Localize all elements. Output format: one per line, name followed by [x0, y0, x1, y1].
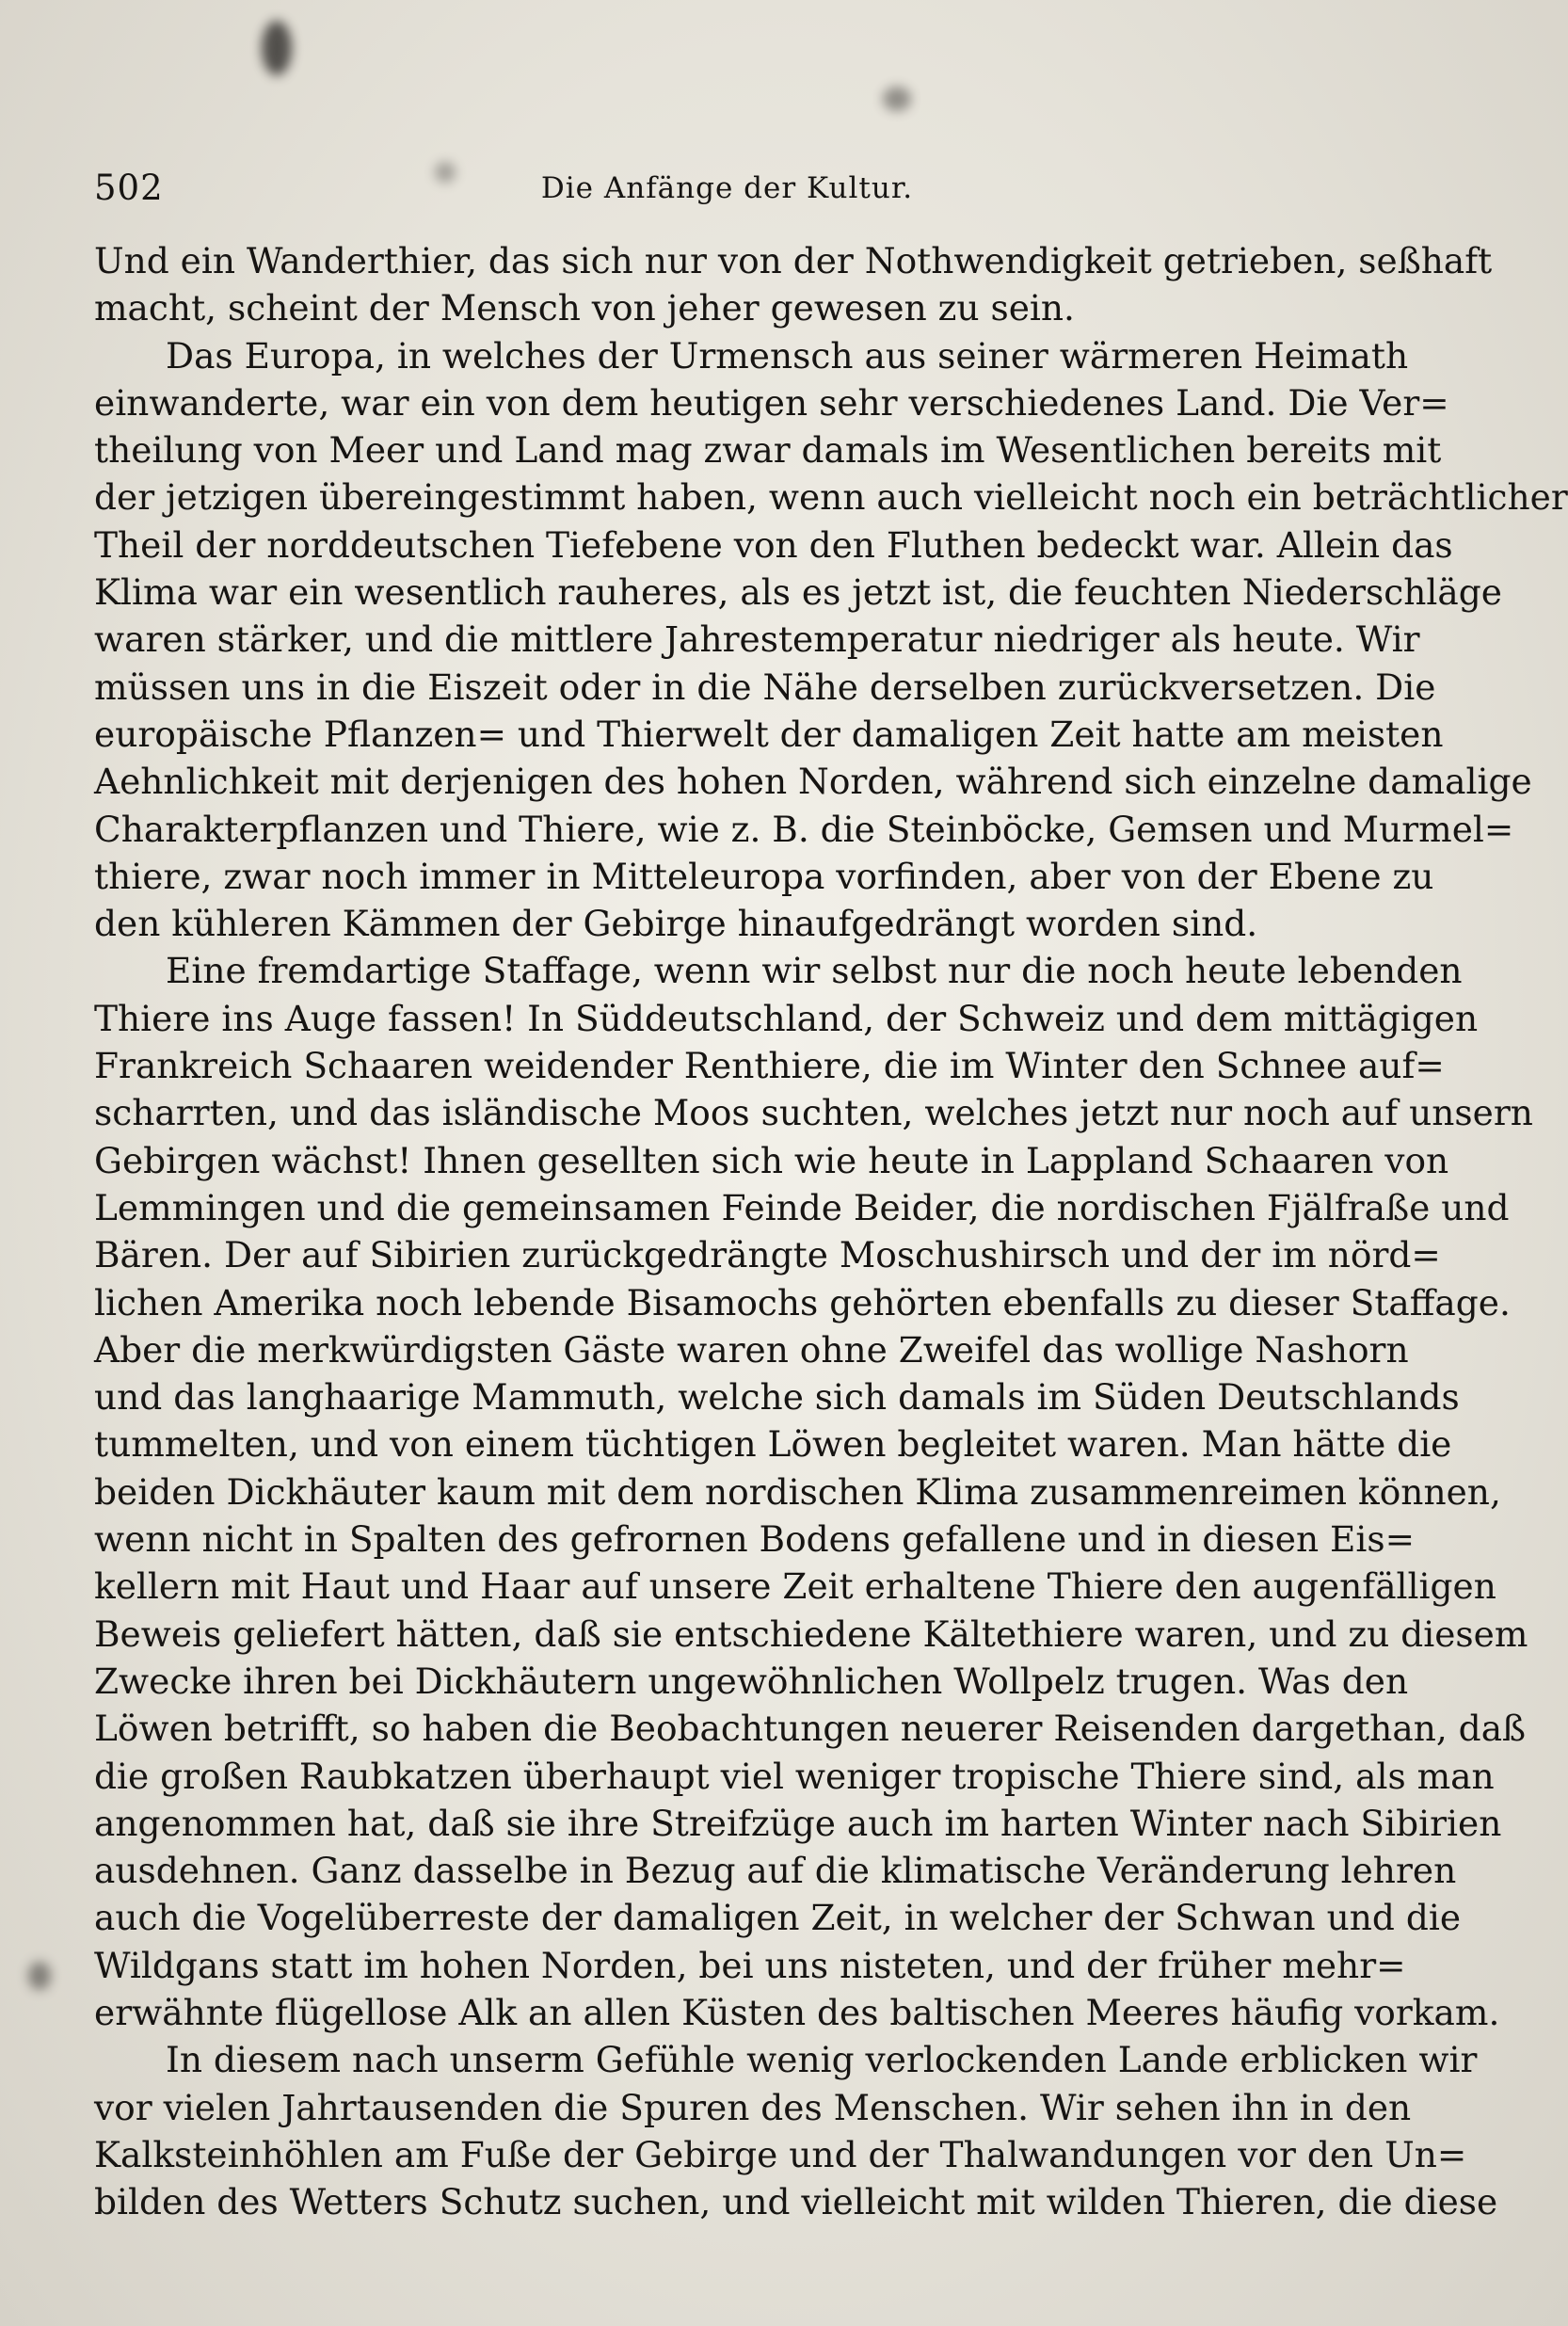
- text-line: Das Europa, in welches der Urmensch aus seiner wärmeren Heimath: [166, 334, 1409, 377]
- text-line: Klima war ein wesentlich rauheres, als es jetzt ist, die feuchten Niederschläge: [94, 571, 1502, 614]
- text-line: Gebirgen wächst! Ihnen gesellten sich wie heute in Lappland Schaaren von: [94, 1139, 1449, 1181]
- text-line: thiere, zwar noch immer in Mitteleuropa vorfinden, aber von der Ebene zu: [94, 855, 1434, 897]
- text-line: Zwecke ihren bei Dickhäutern ungewöhnlichen Wollpelz trugen. Was den: [94, 1660, 1409, 1702]
- page-number: 502: [94, 168, 164, 208]
- text-line: Thiere ins Auge fassen! In Süddeutschland, der Schweiz und dem mittägigen: [94, 997, 1479, 1039]
- text-line: auch die Vogelüberreste der damaligen Zeit, in welcher der Schwan und die: [94, 1897, 1462, 1939]
- text-line: In diesem nach unserm Gefühle wenig verlockenden Lande erblicken wir: [166, 2039, 1478, 2081]
- text-line: Löwen betrifft, so haben die Beobachtungen neuerer Reisenden dargethan, daß: [94, 1708, 1527, 1750]
- running-head: Die Anfänge der Kultur.: [540, 171, 914, 205]
- text-line: der jetzigen übereingestimmt haben, wenn auch vielleicht noch ein beträchtlicher: [94, 476, 1568, 519]
- text-line: Wildgans statt im hohen Norden, bei uns nisteten, und der früher mehr=: [94, 1944, 1406, 1986]
- text-line: Theil der norddeutschen Tiefebene von den Fluthen bedeckt war. Allein das: [94, 523, 1453, 566]
- text-line: die großen Raubkatzen überhaupt viel weniger tropische Thiere sind, als man: [94, 1755, 1495, 1797]
- text-line: wenn nicht in Spalten des gefrornen Bodens gefallene und in diesen Eis=: [94, 1518, 1416, 1561]
- text-line: lichen Amerika noch lebende Bisamochs gehörten ebenfalls zu dieser Staffage.: [94, 1281, 1511, 1323]
- text-line: kellern mit Haut und Haar auf unsere Zeit erhaltene Thiere den augenfälligen: [94, 1565, 1496, 1608]
- text-line: angenommen hat, daß sie ihre Streifzüge auch im harten Winter nach Sibirien: [94, 1802, 1502, 1844]
- text-line: Eine fremdartige Staffage, wenn wir selbst nur die noch heute lebenden: [166, 950, 1463, 992]
- text-line: bilden des Wetters Schutz suchen, und vielleicht mit wilden Thieren, die diese: [94, 2181, 1498, 2223]
- ink-blot: [883, 87, 911, 111]
- text-line: Und ein Wanderthier, das sich nur von der Nothwendigkeit getrieben, seßhaft: [94, 240, 1493, 281]
- ink-blot: [262, 21, 292, 75]
- text-line: Lemmingen und die gemeinsamen Feinde Beider, die nordischen Fjälfraße und: [94, 1186, 1510, 1228]
- text-line: beiden Dickhäuter kaum mit dem nordischen Klima zusammenreimen können,: [94, 1470, 1501, 1513]
- text-line: Kalksteinhöhlen am Fuße der Gebirge und der Thalwandungen vor den Un=: [94, 2133, 1467, 2175]
- text-line: europäische Pflanzen= und Thierwelt der damaligen Zeit hatte am meisten: [94, 713, 1444, 755]
- text-line: Beweis geliefert hätten, daß sie entschiedene Kältethiere waren, und zu diesem: [94, 1612, 1528, 1655]
- text-line: Frankreich Schaaren weidender Renthiere, die im Winter den Schnee auf=: [94, 1045, 1445, 1087]
- text-line: theilung von Meer und Land mag zwar damals im Wesentlichen bereits mit: [94, 429, 1442, 472]
- text-line: Aber die merkwürdigsten Gäste waren ohne Zweifel das wollige Nashorn: [94, 1328, 1409, 1371]
- body-text: [94, 237, 1568, 2225]
- text-line: scharrten, und das isländische Moos suchten, welches jetzt nur noch auf unsern: [94, 1092, 1533, 1134]
- text-line: einwanderte, war ein von dem heutigen sehr verschiedenes Land. Die Ver=: [94, 381, 1449, 424]
- text-line: waren stärker, und die mittlere Jahrestemperatur niedriger als heute. Wir: [94, 618, 1420, 661]
- text-line: Aehnlichkeit mit derjenigen des hohen Norden, während sich einzelne damalige: [94, 761, 1532, 803]
- ink-blot: [28, 1962, 51, 1990]
- text-line: macht, scheint der Mensch von jeher gewesen zu sein.: [94, 287, 1075, 329]
- text-line: erwähnte flügellose Alk an allen Küsten des baltischen Meeres häufig vorkam.: [94, 1991, 1500, 2033]
- text-line: Charakterpflanzen und Thiere, wie z. B. die Steinböcke, Gemsen und Murmel=: [94, 808, 1514, 850]
- text-line: ausdehnen. Ganz dasselbe in Bezug auf die klimatische Veränderung lehren: [94, 1850, 1457, 1892]
- text-line: und das langhaarige Mammuth, welche sich damals im Süden Deutschlands: [94, 1376, 1460, 1419]
- text-line: müssen uns in die Eiszeit oder in die Nähe derselben zurückversetzen. Die: [94, 666, 1436, 708]
- text-line: Bären. Der auf Sibirien zurückgedrängte Moschushirsch und der im nörd=: [94, 1234, 1441, 1276]
- page-header: [94, 168, 1360, 215]
- text-line: den kühleren Kämmen der Gebirge hinaufgedrängt worden sind.: [94, 903, 1258, 945]
- text-line: vor vielen Jahrtausenden die Spuren des Menschen. Wir sehen ihn in den: [94, 2086, 1412, 2128]
- text-line: tummelten, und von einem tüchtigen Löwen begleitet waren. Man hätte die: [94, 1423, 1452, 1466]
